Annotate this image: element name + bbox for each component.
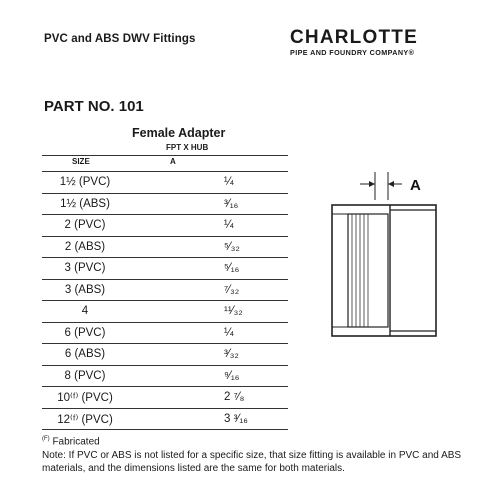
table-row [42, 323, 288, 345]
a-dimension-cell: ¹¹⁄₃₂ [224, 305, 243, 318]
size-cell: 6 (PVC) [64, 326, 106, 339]
table-row [42, 366, 288, 388]
table-row [42, 215, 288, 237]
column-subhead: FPT X HUB [166, 143, 209, 152]
dimension-table [42, 171, 288, 430]
table-row [42, 237, 288, 259]
part-number: PART NO. 101 [44, 98, 144, 115]
a-dimension-cell: ⁷⁄₃₂ [224, 283, 240, 296]
a-dimension-cell: ¼ [224, 326, 234, 339]
table-row [42, 280, 288, 302]
fabricated-footnote [42, 436, 100, 447]
a-dimension-cell: 2 ⁷⁄₈ [224, 391, 245, 404]
size-cell: 2 (PVC) [64, 219, 106, 232]
size-cell: 4 [81, 305, 89, 318]
size-cell: 10⁽ᶠ⁾ (PVC) [57, 392, 113, 405]
logo-main-text: CHARLOTTE [290, 27, 418, 48]
availability-note: Note: If PVC or ABS is not listed for a specific size, that size fitting is available in PVC and ABS materials, and the dimensions listed are the same for both materials. [42, 450, 462, 474]
a-dimension-cell: ⁵⁄₁₆ [224, 262, 240, 275]
subhead-rule [42, 155, 288, 156]
table-row [42, 171, 288, 194]
table-row [42, 387, 288, 409]
company-logo [290, 28, 460, 58]
table-row [42, 301, 288, 323]
footnote-text: Fabricated [52, 436, 100, 448]
a-dimension-cell: ⁹⁄₁₆ [224, 369, 240, 382]
size-cell: 6 (ABS) [64, 348, 106, 361]
table-row [42, 194, 288, 216]
product-name: Female Adapter [132, 126, 226, 140]
size-cell: 1½ (ABS) [60, 197, 110, 210]
document-header: PVC and ABS DWV Fittings [44, 33, 196, 45]
a-dimension-cell: ³⁄₃₂ [224, 348, 239, 361]
dimension-a-label: A [410, 177, 421, 194]
a-dimension-cell: 3 ³⁄₁₆ [224, 412, 248, 425]
a-dimension-cell: ¼ [224, 219, 234, 232]
table-row [42, 344, 288, 366]
size-cell: 12⁽ᶠ⁾ (PVC) [57, 413, 113, 426]
size-cell: 8 (PVC) [64, 369, 106, 382]
fitting-drawing [330, 170, 460, 350]
a-column-header: A [170, 157, 176, 166]
a-dimension-cell: ³⁄₁₆ [224, 197, 239, 210]
a-dimension-cell: ⁵⁄₃₂ [224, 240, 240, 253]
size-cell: 1½ (PVC) [59, 176, 111, 189]
female-adapter-drawing [330, 170, 460, 345]
footnote-marker: (F) [42, 436, 50, 442]
size-cell: 2 (ABS) [64, 240, 106, 253]
a-dimension-cell: ¼ [224, 176, 234, 189]
logo-sub-text: PIPE AND FOUNDRY COMPANY® [290, 48, 415, 57]
table-row [42, 258, 288, 280]
table-row [42, 409, 288, 431]
size-cell: 3 (ABS) [64, 283, 106, 296]
size-column-header: SIZE [72, 157, 90, 166]
size-cell: 3 (PVC) [64, 262, 106, 275]
